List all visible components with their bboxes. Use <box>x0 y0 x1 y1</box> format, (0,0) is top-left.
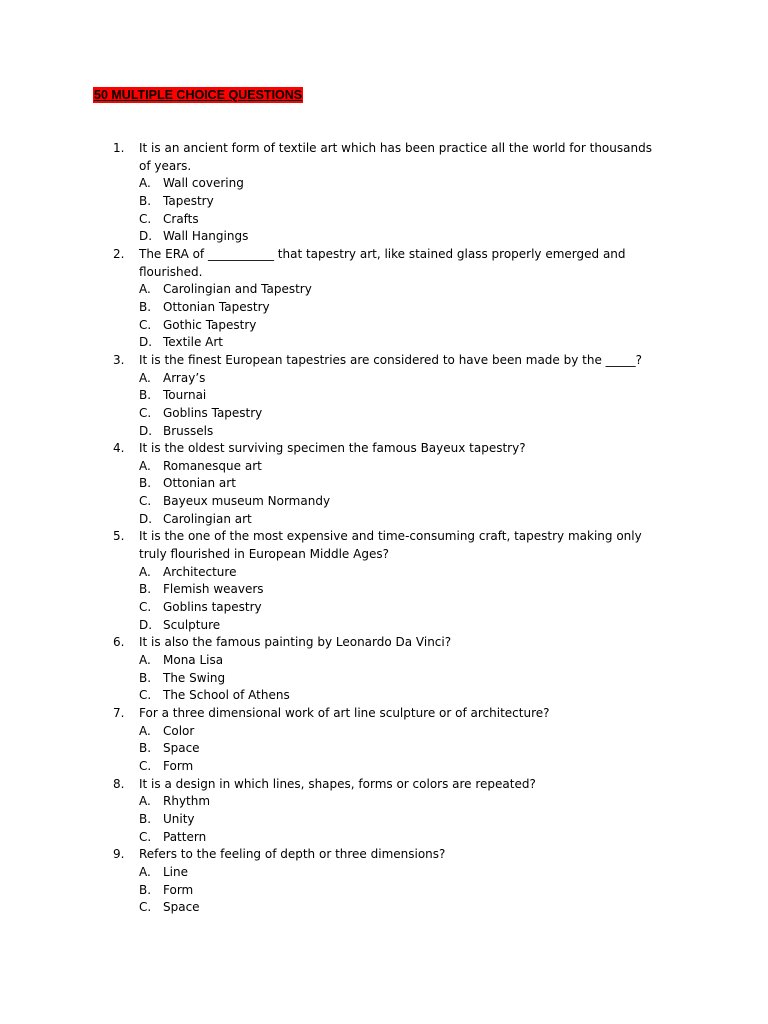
option-letter: B. <box>139 299 152 314</box>
question-number: 4. <box>113 441 125 456</box>
option-text: Mona Lisa <box>163 653 224 668</box>
option-text: Carolingian art <box>163 511 252 526</box>
question-number: 1. <box>113 141 125 155</box>
option-letter: C. <box>139 758 152 773</box>
option-letter: C. <box>139 600 152 615</box>
option-text: Space <box>163 741 200 756</box>
option-letter: A. <box>139 282 151 297</box>
option-letter: C. <box>139 900 152 915</box>
option-letter: B. <box>139 476 152 491</box>
option-text: Goblins tapestry <box>163 600 262 615</box>
option-letter: A. <box>139 653 151 668</box>
option-text: Bayeux museum Normandy <box>163 494 331 509</box>
option-text: Textile Art <box>163 335 223 350</box>
option-letter: B. <box>139 582 152 597</box>
option-text: Goblins Tapestry <box>163 405 263 420</box>
question-text: The ERA of ___________ that tapestry art, like stained glass properly emerged and flourished. <box>139 246 626 279</box>
option-letter: D. <box>139 617 153 632</box>
question-number: 6. <box>113 635 125 650</box>
answer-option <box>139 511 653 529</box>
question-item <box>113 528 653 634</box>
option-text: Sculpture <box>163 617 221 632</box>
option-letter: D. <box>139 423 153 438</box>
answer-option <box>139 564 653 582</box>
question-text: It is a design in which lines, shapes, forms or colors are repeated? <box>139 776 536 791</box>
answer-option <box>139 475 653 493</box>
answer-option <box>139 458 653 476</box>
answer-option <box>139 193 653 211</box>
option-text: Wall Hangings <box>163 229 249 244</box>
option-text: Form <box>163 882 194 897</box>
answer-option <box>139 793 653 811</box>
question-number: 9. <box>113 847 125 862</box>
option-letter: A. <box>139 458 151 473</box>
answer-option <box>139 687 653 705</box>
question-text: It is also the famous painting by Leonardo Da Vinci? <box>139 635 452 650</box>
option-text: Architecture <box>163 564 237 579</box>
option-text: Rhythm <box>163 794 211 809</box>
option-text: The Swing <box>163 670 226 685</box>
option-text: Romanesque art <box>163 458 262 473</box>
question-text: It is an ancient form of textile art which has been practice all the world for thousands of years. <box>139 141 652 173</box>
option-text: Flemish weavers <box>163 582 264 597</box>
option-text: Crafts <box>163 211 199 226</box>
option-text: Line <box>163 864 189 879</box>
question-list <box>113 140 653 917</box>
question-text: It is the finest European tapestries are considered to have been made by the _____? <box>139 352 643 367</box>
answer-option <box>139 211 653 229</box>
answer-option <box>139 811 653 829</box>
document-heading: 50 MULTIPLE CHOICE QUESTIONS <box>94 88 303 102</box>
question-item <box>113 634 653 705</box>
answer-option <box>139 740 653 758</box>
question-number: 7. <box>113 706 125 720</box>
answer-option <box>139 387 653 405</box>
answer-option <box>139 370 653 388</box>
option-text: Array’s <box>163 370 206 385</box>
option-text: The School of Athens <box>163 688 290 703</box>
option-text: Tournai <box>163 388 207 403</box>
option-letter: B. <box>139 388 152 403</box>
option-text: Carolingian and Tapestry <box>163 282 312 297</box>
question-text: For a three dimensional work of art line sculpture or of architecture? <box>139 706 550 720</box>
question-text: It is the one of the most expensive and time-consuming craft, tapestry making only truly flourished in European Middle Ages? <box>139 529 642 562</box>
option-text: Unity <box>163 811 195 826</box>
option-letter: A. <box>139 564 151 579</box>
option-letter: D. <box>139 335 153 350</box>
answer-option <box>139 299 653 317</box>
question-item <box>113 440 653 528</box>
option-letter: C. <box>139 494 152 509</box>
question-item <box>113 776 653 847</box>
question-item <box>113 140 653 246</box>
question-text: Refers to the feeling of depth or three dimensions? <box>139 847 446 862</box>
option-letter: D. <box>139 511 153 526</box>
question-item <box>113 846 653 917</box>
option-letter: C. <box>139 405 152 420</box>
option-text: Brussels <box>163 423 214 438</box>
option-letter: B. <box>139 741 152 756</box>
option-letter: A. <box>139 370 151 385</box>
answer-option <box>139 758 653 776</box>
question-number: 8. <box>113 776 125 791</box>
option-letter: A. <box>139 794 151 809</box>
question-number: 3. <box>113 352 125 367</box>
answer-option <box>139 334 653 352</box>
answer-option <box>139 617 653 635</box>
answer-option <box>139 228 653 246</box>
question-number: 2. <box>113 246 125 261</box>
question-item <box>113 705 653 776</box>
answer-option <box>139 581 653 599</box>
answer-option <box>139 423 653 441</box>
option-letter: C. <box>139 829 152 844</box>
option-letter: B. <box>139 193 152 208</box>
option-text: Ottonian Tapestry <box>163 299 270 314</box>
answer-option <box>139 829 653 847</box>
option-letter: C. <box>139 317 152 332</box>
option-letter: D. <box>139 229 153 244</box>
answer-option <box>139 670 653 688</box>
option-letter: A. <box>139 864 151 879</box>
option-text: Space <box>163 900 200 915</box>
answer-option <box>139 175 653 193</box>
answer-option <box>139 317 653 335</box>
answer-option <box>139 599 653 617</box>
question-item <box>113 352 653 440</box>
option-text: Color <box>163 723 195 738</box>
option-text: Form <box>163 758 194 773</box>
answer-option <box>139 405 653 423</box>
option-letter: A. <box>139 176 151 191</box>
option-letter: B. <box>139 670 152 685</box>
option-letter: C. <box>139 688 152 703</box>
option-text: Ottonian art <box>163 476 236 491</box>
option-text: Wall covering <box>163 176 244 191</box>
answer-option <box>139 864 653 882</box>
answer-option <box>139 723 653 741</box>
question-number: 5. <box>113 529 125 544</box>
option-text: Pattern <box>163 829 207 844</box>
answer-option <box>139 899 653 917</box>
option-letter: B. <box>139 882 152 897</box>
question-item <box>113 246 653 352</box>
option-text: Tapestry <box>163 193 214 208</box>
question-text: It is the oldest surviving specimen the famous Bayeux tapestry? <box>139 441 526 456</box>
answer-option <box>139 882 653 900</box>
answer-option <box>139 493 653 511</box>
option-letter: B. <box>139 811 152 826</box>
option-letter: A. <box>139 723 151 738</box>
option-text: Gothic Tapestry <box>163 317 257 332</box>
answer-option <box>139 652 653 670</box>
option-letter: C. <box>139 211 152 226</box>
answer-option <box>139 281 653 299</box>
